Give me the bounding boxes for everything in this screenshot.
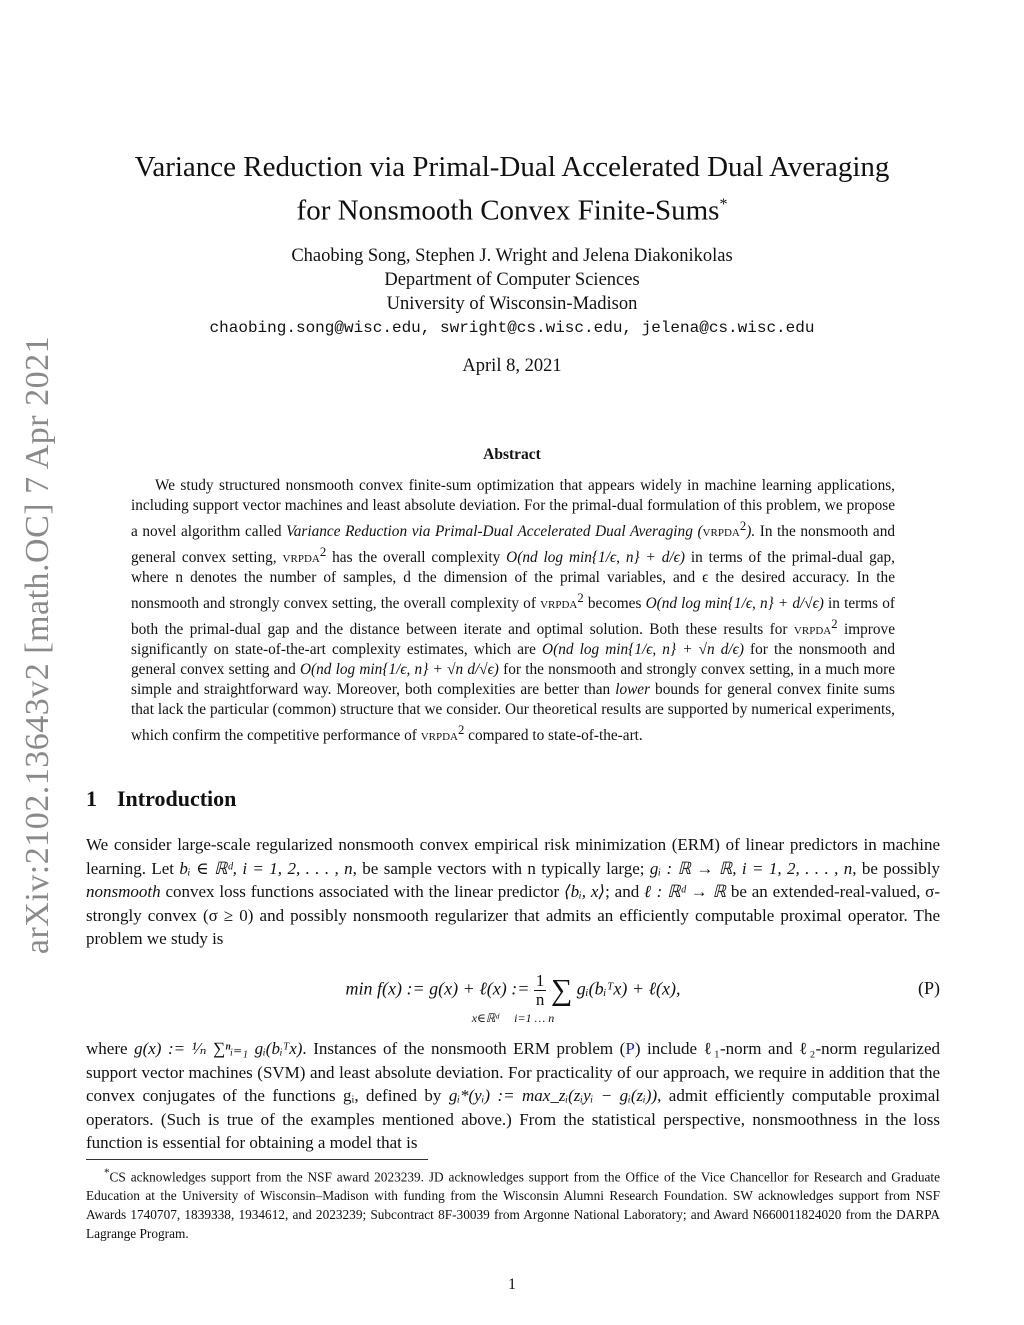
footnote: [86, 1164, 940, 1243]
algorithm-name: Variance Reduction via Primal-Dual Accelerated Dual Averaging: [286, 523, 693, 541]
authors: Chaobing Song, Stephen J. Wright and Jelena Diakonikolas: [291, 246, 733, 266]
equation-P: [86, 960, 940, 1025]
section-number: 1: [86, 786, 97, 811]
paper-title: [100, 148, 924, 230]
title-line-2: for Nonsmooth Convex Finite-Sums*: [296, 194, 728, 227]
title-line-1: Variance Reduction via Primal-Dual Accelerated Dual Averaging: [134, 151, 890, 183]
title-footnote-mark: *: [719, 196, 728, 213]
complexity-4: O(nd log min{1/ϵ, n} + √n d/√ϵ): [299, 661, 499, 679]
arxiv-sidebar-stamp: [12, 335, 64, 955]
complexity-2: O(nd log min{1/ϵ, n} + d/√ϵ): [645, 595, 824, 613]
author-emails: chaobing.song@wisc.edu, swright@cs.wisc.edu, jelena@cs.wisc.edu: [209, 319, 815, 337]
complexity-1: O(nd log min{1/ϵ, n} + d/ϵ): [506, 549, 685, 567]
footnote-divider: [86, 1159, 428, 1160]
equation-subscript: x∈ℝᵈ: [471, 1011, 500, 1025]
footnote-mark: *: [104, 1167, 110, 1179]
summation-symbol: ∑: [550, 973, 573, 1007]
page-number: 1: [508, 1276, 516, 1293]
section-heading: [86, 786, 236, 812]
equation-fraction: $\frac{1}{n}$: [535, 971, 545, 1009]
equation-rhs: gᵢ(bᵢᵀx) + ℓ(x),: [576, 978, 681, 999]
abstract-heading: Abstract: [483, 446, 541, 463]
equation-sum-limits: i=1 … n: [514, 1011, 555, 1025]
university: University of Wisconsin-Madison: [386, 294, 638, 314]
abstract-text: We study structured nonsmooth convex finite-sum optimization that appears widely in machine learning applications, including support vector machines and least absolute deviation. For the primal-dual formulation of this problem, we propose a novel algorithm called Variance Reduction via Primal-Dual Accelerated Dual Averaging (vrpda$^2$). In the nonsmooth and general convex setting, vrpda$^2$ has the overall complexity O(nd log min{1/ϵ, n} + d/ϵ) in terms of the primal-dual gap, where n denotes the number of samples, d the dimension of the primal variables, and ϵ the desired accuracy. In the nonsmooth and strongly convex setting, the overall complexity of vrpda$^2$ becomes O(nd log min{1/ϵ, n} + d/√ϵ) in terms of both the primal-dual gap and the distance between iterate and optimal solution. Both these results for vrpda$^2$ improve significantly on state-of-the-art complexity estimates, which are O(nd log min{1/ϵ, n} + √n d/ϵ) for the nonsmooth and general convex setting and O(nd log min{1/ϵ, n} + √n d/√ϵ) for the nonsmooth and strongly convex setting, in a much more simple and straightforward way. Moreover, both complexities are better than lower bounds for general convex finite sums that lack the particular (common) structure that we consider. Our theoretical results are supported by numerical experiments, which confirm the competitive performance of vrpda$^2$ compared to state-of-the-art.: [131, 477, 895, 745]
paper-date: April 8, 2021: [462, 356, 562, 376]
equation-label: (P): [918, 978, 940, 998]
intro-paragraph-1: We consider large-scale regularized nonsmooth convex empirical risk minimization (ERM) of linear predictors in machine learning. Let bᵢ ∈ ℝᵈ, i = 1, 2, . . . , n, be sample vectors with n typically large; gᵢ : ℝ → ℝ, i = 1, 2, . . . , n, be possibly nonsmooth convex loss functions associated with the linear predictor ⟨bᵢ, x⟩; and ℓ : ℝᵈ → ℝ be an extended-real-valued, σ-strongly convex (σ ≥ 0) and possibly nonsmooth regularizer that admits an efficiently computable proximal operator. The problem we study is: [86, 835, 940, 948]
intro-paragraph-2: where g(x) := ¹⁄ₙ ∑ⁿᵢ₌₁ gᵢ(bᵢᵀx). Instances of the nonsmooth ERM problem (P) include ℓ₁-norm and ℓ₂-norm regularized support vector machines (SVM) and least absolute deviation. For practicality of our approach, we require in addition that the convex conjugates of the functions gᵢ, defined by gᵢ*(yᵢ) := max_zᵢ(zᵢyᵢ − gᵢ(zᵢ)), admit efficiently computable proximal operators. (Such is true of the examples mentioned above.) From the statistical perspective, nonsmoothness in the loss function is essential for obtaining a model that is: [86, 1039, 941, 1152]
equation-body: [86, 972, 940, 1026]
author-block: [100, 244, 924, 340]
equation-ref-link[interactable]: P: [625, 1039, 635, 1058]
complexity-3: O(nd log min{1/ϵ, n} + √n d/ϵ): [542, 641, 744, 659]
arxiv-id: arXiv:2102.13643v2 [math.OC] 7 Apr 2021: [19, 335, 56, 955]
footnote-text: CS acknowledges support from the NSF award 2023239. JD acknowledges support from the Office of the Vice Chancellor for Research and Graduate Education at the University of Wisconsin–Madison with funding from the Wisconsin Alumni Research Foundation. SW acknowledges support from NSF Awards 1740707, 1839338, 1934612, and 2023239; Subcontract 8F-30039 from Argonne National Laboratory; and Award N660011824020 from the DARPA Lagrange Program.: [86, 1169, 940, 1242]
equation-lhs: min f(x) := g(x) + ℓ(x) :=: [345, 978, 530, 999]
section-title: Introduction: [117, 786, 237, 811]
department: Department of Computer Sciences: [384, 270, 640, 290]
